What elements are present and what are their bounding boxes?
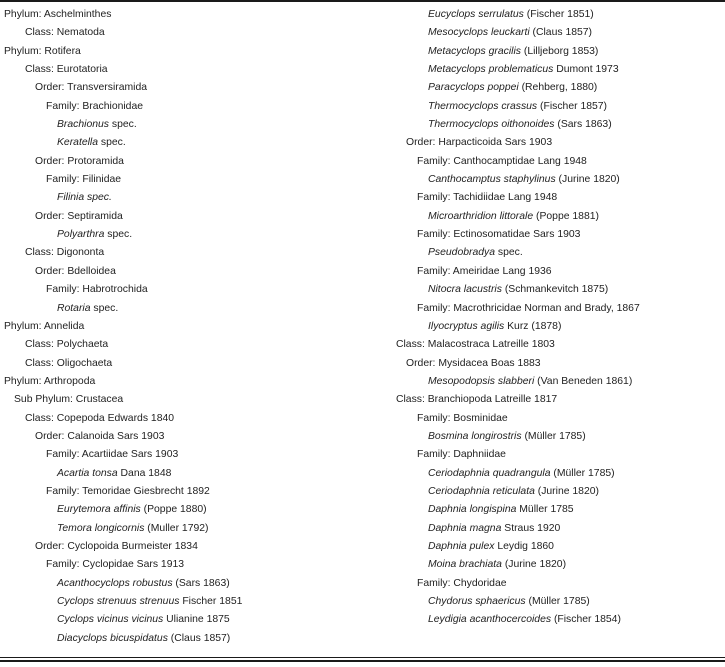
species-authority: (Jurine 1820) <box>558 174 620 186</box>
species-authority: Dumont 1973 <box>556 64 619 76</box>
taxon-rank-row: Order: Bdelloidea <box>35 265 116 277</box>
species-row <box>4 593 364 611</box>
species-row <box>375 116 721 134</box>
species-name: Paracyclops poppei <box>428 82 519 94</box>
taxon-rank-row: Family: Ectinosomatidae Sars 1903 <box>417 229 581 241</box>
species-authority: (Muller 1792) <box>147 522 209 534</box>
species-row <box>375 281 721 299</box>
taxon-rank-row: Family: Chydoridae <box>417 577 507 589</box>
taxon-rank-row: Family: Brachionidae <box>46 100 144 112</box>
taxon-rank-row: Order: Harpacticoida Sars 1903 <box>406 137 553 149</box>
species-row <box>375 465 721 483</box>
species-row <box>375 501 721 519</box>
taxon-rank-row: Order: Septiramida <box>35 210 123 222</box>
table-bottom-rule <box>0 657 725 658</box>
species-name: Mesopodopsis slabberi <box>428 375 535 387</box>
species-name: Acanthocyclops robustus <box>57 577 173 589</box>
species-row <box>4 630 364 648</box>
taxon-rank-row: Order: Calanoida Sars 1903 <box>35 430 165 442</box>
species-row <box>375 98 721 116</box>
species-authority: (Claus 1857) <box>170 632 231 644</box>
species-authority: (Fischer 1851) <box>526 9 594 20</box>
taxon-rank-row: Class: Malacostraca Latreille 1803 <box>396 339 555 351</box>
species-row <box>4 465 364 483</box>
species-name: Nitocra lacustris <box>428 284 502 296</box>
table-bottom-rule-thick <box>0 660 725 662</box>
species-authority: spec. <box>107 229 133 241</box>
species-row <box>4 226 364 244</box>
species-authority: spec. <box>93 302 119 314</box>
taxon-rank-row: Family: Acartiidae Sars 1903 <box>46 449 179 461</box>
species-name: Pseudobradya <box>428 247 496 259</box>
taxa-column-left <box>4 6 364 648</box>
species-row <box>375 61 721 79</box>
species-row <box>375 593 721 611</box>
taxon-rank-row: Family: Canthocamptidae Lang 1948 <box>417 155 587 167</box>
table-top-rule <box>0 0 725 2</box>
taxon-rank-row: Class: Copepoda Edwards 1840 <box>25 412 175 424</box>
taxon-rank-row: Class: Oligochaeta <box>25 357 113 369</box>
species-authority: (Müller 1785) <box>528 596 590 607</box>
species-name: Ilyocryptus agilis <box>428 320 505 332</box>
species-row <box>4 611 364 629</box>
species-authority: spec. <box>111 119 137 131</box>
species-name: Diacyclops bicuspidatus <box>57 632 168 644</box>
species-row <box>375 171 721 189</box>
species-row <box>375 520 721 538</box>
species-authority: (Fischer 1854) <box>553 614 621 626</box>
species-authority: Ulianine 1875 <box>166 614 230 626</box>
species-name: Temora longicornis <box>57 522 145 534</box>
species-name: Filinia spec. <box>57 192 112 204</box>
taxon-rank-row: Order: Mysidacea Boas 1883 <box>406 357 541 369</box>
species-name: Keratella <box>57 137 99 149</box>
species-name: Chydorus sphaericus <box>428 596 526 607</box>
species-authority: spec. <box>100 137 126 149</box>
taxon-rank-row: Class: Digononta <box>25 247 105 259</box>
species-name: Ceriodaphnia reticulata <box>428 485 535 497</box>
species-name: Daphnia magna <box>428 522 502 534</box>
species-authority: (Rehberg, 1880) <box>521 82 598 94</box>
species-row <box>375 538 721 556</box>
species-name: Microarthridion littorale <box>428 210 534 222</box>
species-row <box>375 244 721 262</box>
species-authority: (Lilljeborg 1853) <box>523 45 599 57</box>
species-row <box>375 556 721 574</box>
species-name: Mesocyclops leuckarti <box>428 27 530 39</box>
taxon-rank-row: Family: Filinidae <box>46 174 122 186</box>
taxon-rank-row: Family: Daphniidae <box>417 449 506 461</box>
species-name: Eurytemora affinis <box>57 504 141 516</box>
species-name: Daphnia pulex <box>428 540 495 552</box>
species-row <box>4 300 364 318</box>
taxon-rank-row: Class: Nematoda <box>25 27 105 39</box>
taxon-rank-row: Order: Transversiramida <box>35 82 148 94</box>
species-authority: (Müller 1785) <box>524 430 586 442</box>
taxon-rank-row: Family: Temoridae Giesbrecht 1892 <box>46 485 210 497</box>
taxon-rank-row: Phylum: Aschelminthes <box>4 9 112 20</box>
taxon-rank-row: Family: Cyclopidae Sars 1913 <box>46 559 185 571</box>
species-row <box>4 520 364 538</box>
taxon-rank-row: Sub Phylum: Crustacea <box>14 394 124 406</box>
species-authority: spec. <box>497 247 523 259</box>
species-name: Cyclops strenuus strenuus <box>57 596 180 607</box>
species-name: Cyclops vicinus vicinus <box>57 614 164 626</box>
species-name: Thermocyclops oithonoides <box>428 119 555 131</box>
taxon-rank-row: Phylum: Rotifera <box>4 45 81 57</box>
species-name: Acartia tonsa <box>57 467 118 479</box>
species-authority: Straus 1920 <box>504 522 561 534</box>
species-name: Bosmina longirostris <box>428 430 522 442</box>
taxon-rank-row: Family: Macrothricidae Norman and Brady, 1867 <box>417 302 640 314</box>
species-row <box>4 116 364 134</box>
taxon-rank-row: Phylum: Annelida <box>4 320 85 332</box>
species-row <box>375 483 721 501</box>
taxa-column-right <box>375 6 721 630</box>
species-name: Thermocyclops crassus <box>428 100 538 112</box>
species-authority: (Poppe 1881) <box>536 210 599 222</box>
species-row <box>375 43 721 61</box>
species-row <box>375 373 721 391</box>
species-name: Canthocamptus staphylinus <box>428 174 556 186</box>
species-authority: (Claus 1857) <box>532 27 593 39</box>
species-name: Leydigia acanthocercoides <box>428 614 552 626</box>
species-name: Brachionus <box>57 119 109 131</box>
species-row <box>375 318 721 336</box>
species-authority: (Schmankevitch 1875) <box>504 284 609 296</box>
species-row <box>4 134 364 152</box>
species-authority: Leydig 1860 <box>497 540 554 552</box>
species-row <box>375 6 721 24</box>
species-row <box>4 189 364 207</box>
species-authority: (Poppe 1880) <box>143 504 207 516</box>
species-authority: Kurz (1878) <box>507 320 562 332</box>
species-authority: (Fischer 1857) <box>540 100 608 112</box>
species-authority: (Sars 1863) <box>175 577 230 589</box>
species-name: Eucyclops serrulatus <box>428 9 524 20</box>
taxon-rank-row: Order: Cyclopoida Burmeister 1834 <box>35 540 198 552</box>
species-row <box>4 501 364 519</box>
species-authority: (Sars 1863) <box>557 119 612 131</box>
species-row <box>375 428 721 446</box>
species-authority: (Jurine 1820) <box>537 485 599 497</box>
species-row <box>4 575 364 593</box>
species-authority: Dana 1848 <box>120 467 172 479</box>
taxon-rank-row: Class: Polychaeta <box>25 339 109 351</box>
taxon-rank-row: Family: Habrotrochida <box>46 284 148 296</box>
species-name: Moina brachiata <box>428 559 502 571</box>
species-row <box>375 24 721 42</box>
species-name: Polyarthra <box>57 229 105 241</box>
taxon-rank-row: Phylum: Arthropoda <box>4 375 96 387</box>
species-name: Metacyclops gracilis <box>428 45 521 57</box>
species-name: Rotaria <box>57 302 91 314</box>
species-row <box>375 611 721 629</box>
taxon-rank-row: Family: Ameiridae Lang 1936 <box>417 265 552 277</box>
species-name: Daphnia longispina <box>428 504 517 516</box>
species-authority: (Müller 1785) <box>553 467 615 479</box>
species-name: Ceriodaphnia quadrangula <box>428 467 551 479</box>
species-name: Metacyclops problematicus <box>428 64 554 76</box>
taxon-rank-row: Family: Bosminidae <box>417 412 508 424</box>
taxon-rank-row: Class: Eurotatoria <box>25 64 108 76</box>
species-authority: (Jurine 1820) <box>504 559 567 571</box>
species-row <box>375 79 721 97</box>
taxon-rank-row: Class: Branchiopoda Latreille 1817 <box>396 394 558 406</box>
species-row <box>375 208 721 226</box>
taxon-rank-row: Family: Tachidiidae Lang 1948 <box>417 192 558 204</box>
species-authority: Fischer 1851 <box>182 596 243 607</box>
taxon-rank-row: Order: Protoramida <box>35 155 124 167</box>
species-authority: (Van Beneden 1861) <box>537 375 633 387</box>
species-authority: Müller 1785 <box>519 504 574 516</box>
